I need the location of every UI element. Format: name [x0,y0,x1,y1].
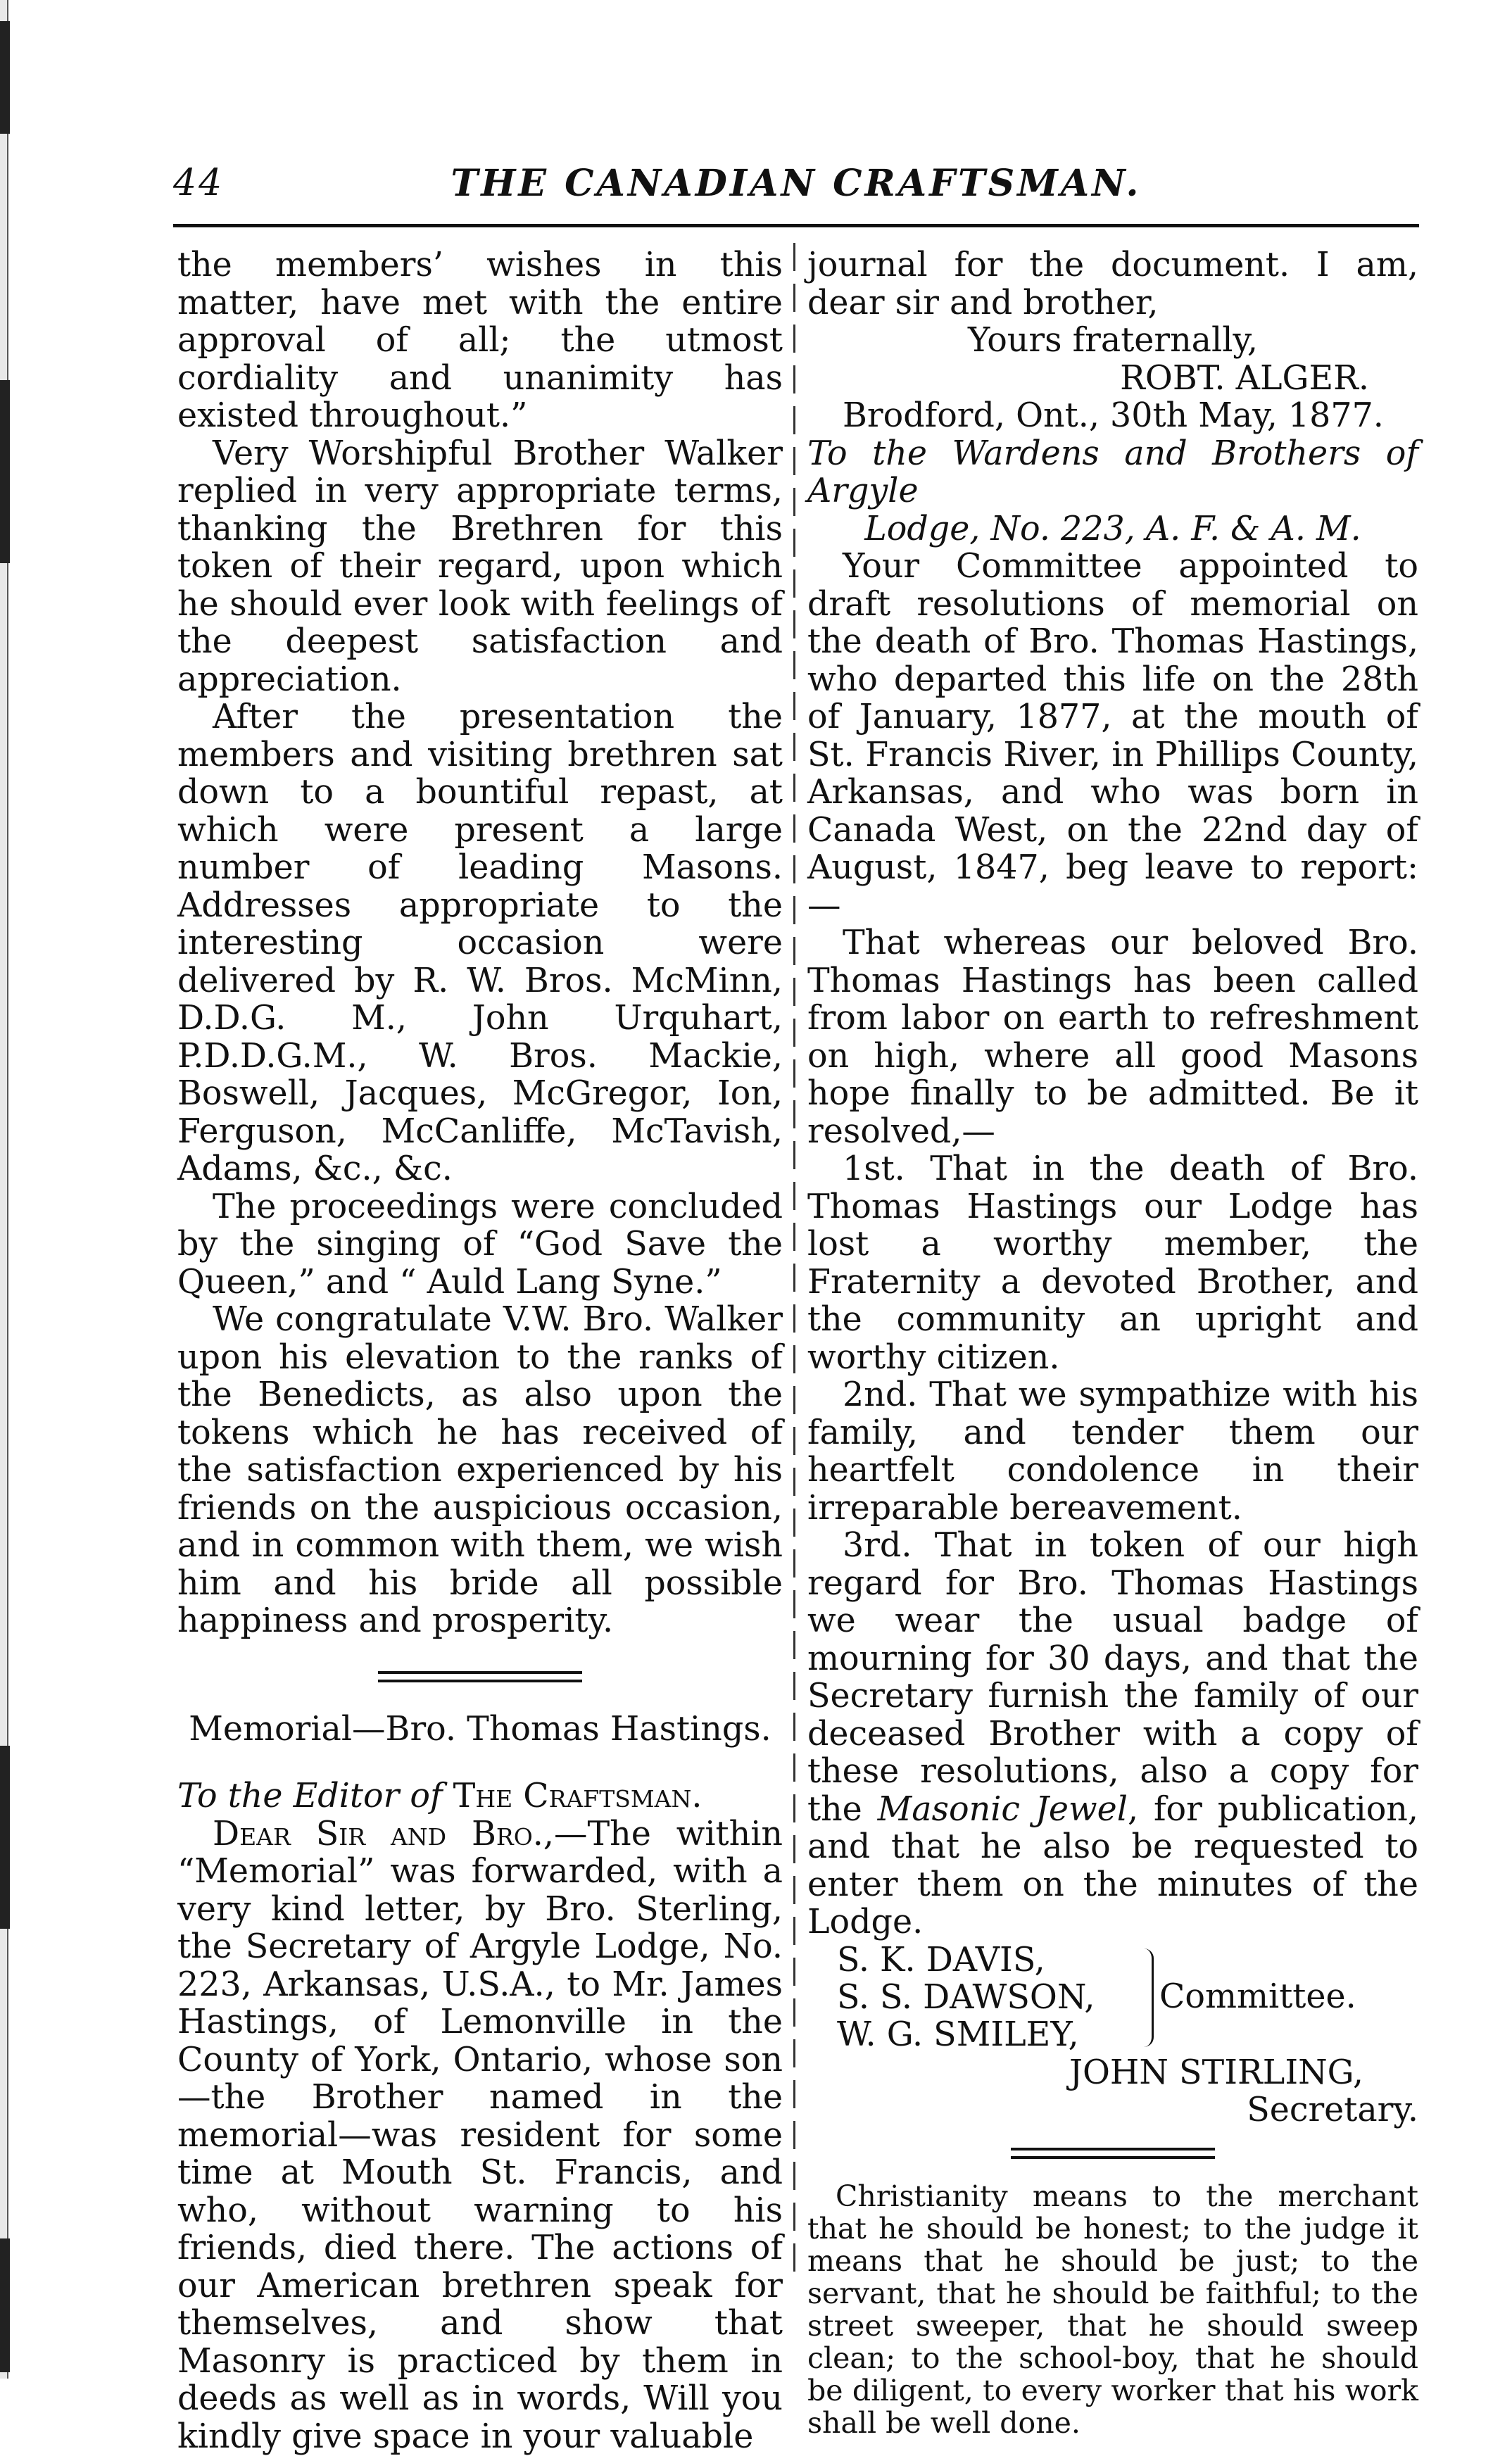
letter-text: —The within “Memorial” was forwarded, with a very kind letter, by Bro. Sterling, the Secretary of Argyle Lodge, No. 223, Arkansas, U.S.A., to Mr. James Hastings, of Lemonville in the County of York, Ontario, whose son—the Brother named in the memorial—was resident for some time at Mouth St. Francis, and who, without warning to his friends, died there. The actions of our American brethren speak for themselves, and show that Masonry is practiced by them in deeds as well as in words, Will you kindly give space in your valuable [177,1814,783,2456]
page-binding-edge [0,0,8,2379]
filler-text: Christianity means to the merchant that he should be honest; to the judge it means that he should be just; to the servant, that he should be faithful; to the street sweeper, that he should sweep clean; to the school-boy, that he should be diligent, to every worker that his work shall be well done. [807,2179,1418,2440]
paragraph: We congratulate V.W. Bro. Walker upon his elevation to the ranks of the Benedicts, as also upon the tokens which he has received of the satisfaction experienced by his friends on the auspicious occasion, and in common with them, we wish him and his bride all possible happiness and prosperity. [177,1300,783,1640]
paragraph: the members’ wishes in this matter, have met with the entire approval of all; the utmost cordiality and unanimity has existed throughout.” [177,246,783,435]
resolution-text: 3rd. That in token of our high regard for Bro. Thomas Hastings we wear the usual badge of mourning for 30 days, and that the Secretary furnish the family of our deceased Brother with a copy of these resolutions, also a copy for the [807,1526,1418,1829]
memorial-address: Lodge, No. 223, A. F. & A. M. [864,509,1361,548]
paragraph [807,1527,1418,1941]
paragraph: 1st. That in the death of Bro. Thomas Hastings our Lodge has lost a worthy member, the Fraternity a devoted Brother, and the community an upright and worthy citizen. [807,1150,1418,1377]
committee-names [837,1941,1095,2053]
right-column [807,246,1418,2439]
page-number: 44 [173,162,225,204]
committee-member: W. G. SMILEY, [837,2015,1079,2054]
paragraph: 2nd. That we sympathize with his family, and tender them our heartfelt condolence in their irreparable bereavement. [807,1375,1418,1528]
letter-signer: ROBT. ALGER. [1120,358,1369,398]
place-date: Brodford, Ont., 30th May, 1877. [843,396,1384,435]
binding-shadow [0,380,10,563]
journal-title: THE CANADIAN CRAFTSMAN. [451,162,1142,205]
letter-closing: Yours fraternally, [967,321,1259,360]
secretary-name: JOHN STIRLING, [1069,2053,1363,2092]
memorial-address: To the Wardens and Brothers of Argyle [807,434,1418,510]
paragraph: After the presentation the members and visiting brethren sat down to a bountiful repast, at which were present a large number of leading Masons. Addresses appropriate to the interesting occasion were delivered by R. W. Bros. McMinn, D.D.G. M., John Urquhart, P.D.D.G.M., W. Bros. Mackie, Boswell, Jacques, McGregor, Ion, Ferguson, McCanliffe, McTavish, Adams, &c., &c. [177,698,783,1188]
header-rule [173,224,1419,227]
committee-signatures [837,1941,1418,2054]
committee-member: S. S. DAWSON, [837,1977,1095,2017]
letter-body [177,1815,783,2456]
letter-salutation: Dear Sir and Bro., [213,1814,554,1853]
section-heading: Memorial—Bro. Thomas Hastings. [189,1709,771,1749]
page-header [173,151,1419,214]
binding-shadow [0,21,10,134]
letter-addressee [177,1777,783,1815]
brace [1136,1948,1154,2047]
secretary-title: Secretary. [1247,2091,1418,2129]
letter-continuation: journal for the document. I am, dear sir and brother, [807,246,1418,322]
binding-shadow [0,2238,10,2372]
section-separator [378,1671,582,1682]
addressee-prefix: To the Editor of [177,1777,443,1815]
paragraph: The proceedings were concluded by the singing of “God Save the Queen,” and “ Auld Lang Syne.” [177,1187,783,1302]
resolution-text: , for publication, and that he also be requested to enter them on the minutes of the Lodge. [807,1789,1418,1941]
paragraph: Very Worshipful Brother Walker replied in very appropriate terms, thanking the Brethren for this token of their regard, upon which he should ever look with feelings of the deepest satisfaction and appreciation. [177,434,783,699]
addressee-name: The Craftsman. [453,1777,703,1815]
column-divider [793,243,795,2284]
paragraph: Your Committee appointed to draft resolutions of memorial on the death of Bro. Thomas Hastings, who departed this life on the 28th of January, 1877, at the mouth of St. Francis River, in Phillips County, Arkansas, and who was born in Canada West, on the 22nd day of August, 1847, beg leave to report:— [807,547,1418,925]
left-column [177,246,783,2455]
committee-member: S. K. DAVIS, [837,1940,1045,1979]
binding-shadow [0,1746,10,1929]
publication-name: Masonic Jewel [877,1789,1128,1829]
committee-label: Committee. [1159,1977,1356,2016]
section-separator [1011,2148,1215,2159]
paragraph: That whereas our beloved Bro. Thomas Hastings has been called from labor on earth to refreshment on high, where all good Masons hope finally to be admitted. Be it resolved,— [807,924,1418,1151]
filler-item [807,2180,1418,2439]
